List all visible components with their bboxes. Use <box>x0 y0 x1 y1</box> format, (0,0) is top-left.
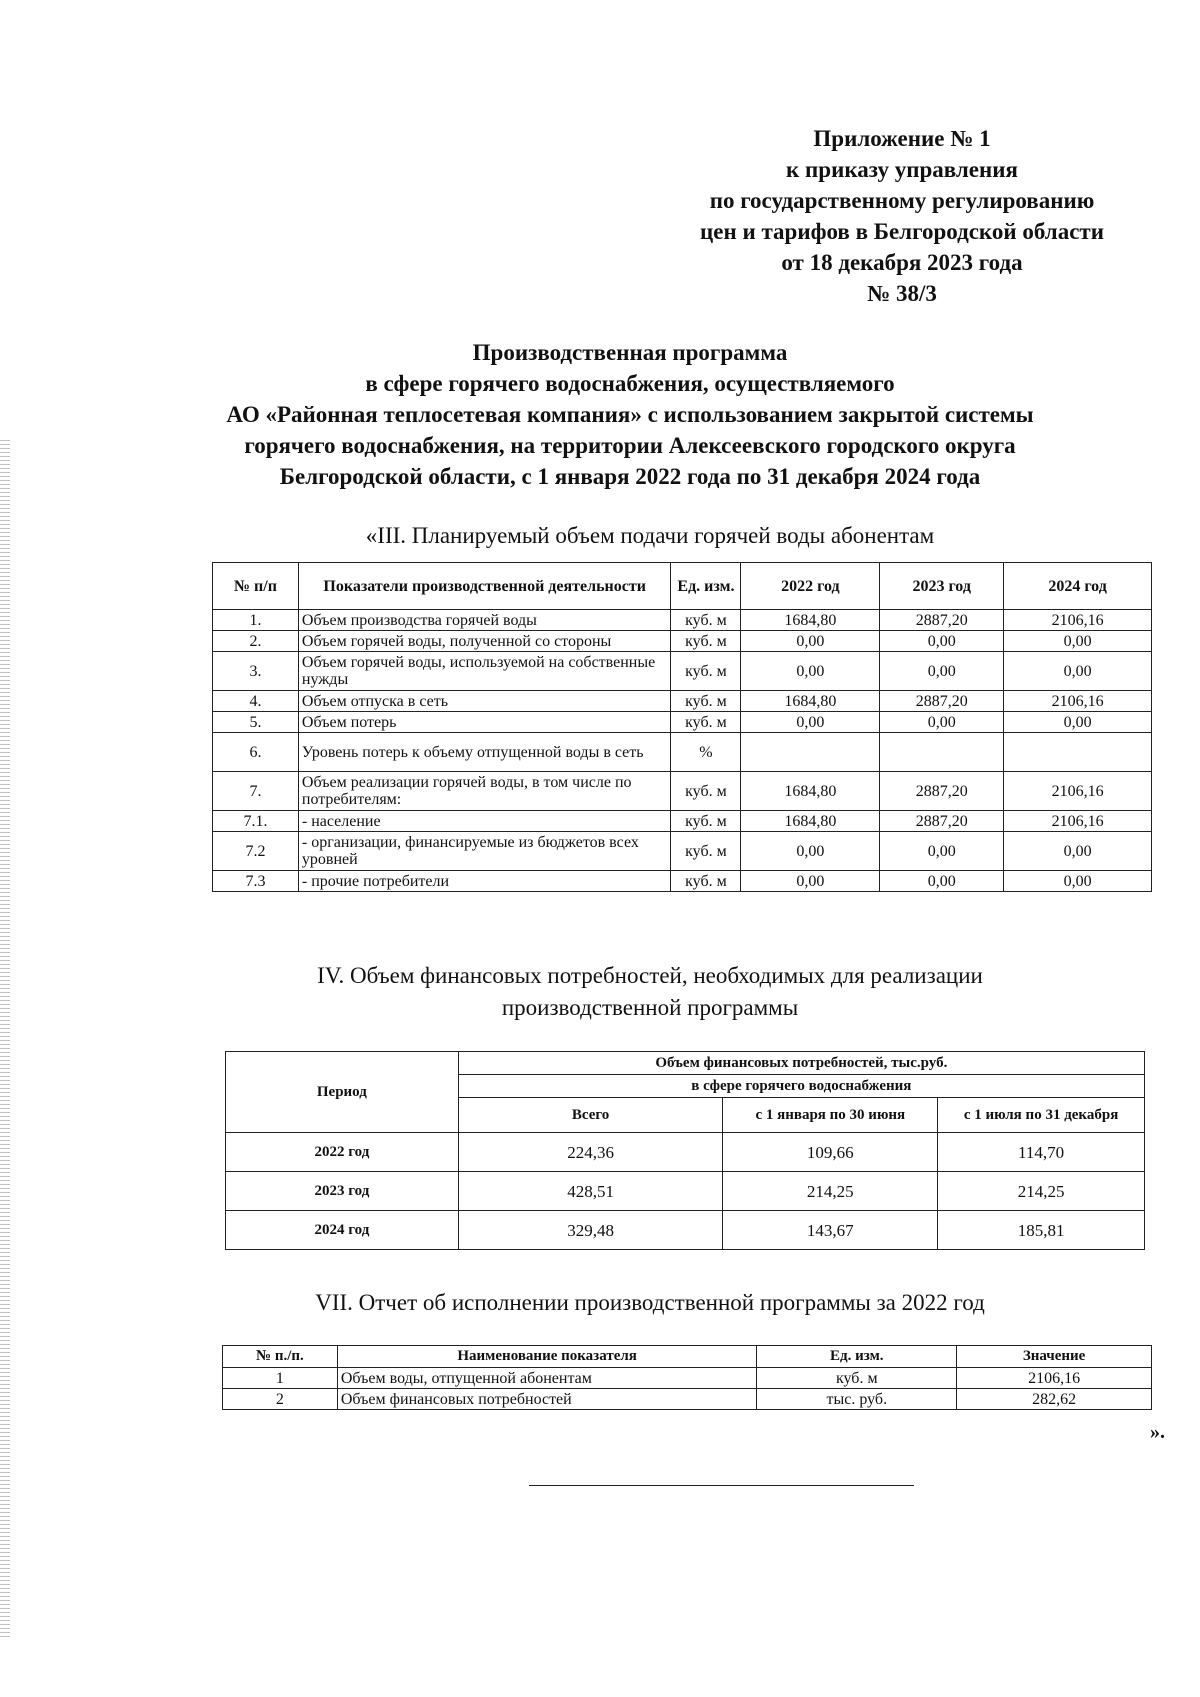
row-value-2022: 1684,80 <box>741 811 880 832</box>
row-second-half: 114,70 <box>938 1133 1145 1172</box>
row-value-2023: 0,00 <box>880 631 1004 652</box>
col-header-second-half: с 1 июля по 31 декабря <box>938 1098 1145 1133</box>
col-header-unit: Ед. изм. <box>757 1346 957 1368</box>
col-header-name: Наименование показателя <box>337 1346 757 1368</box>
table-row <box>213 832 1152 871</box>
col-header-period: Период <box>226 1052 459 1133</box>
row-value: 282,62 <box>957 1389 1152 1410</box>
col-header-value: Значение <box>957 1346 1152 1368</box>
row-value-2024 <box>1004 733 1152 772</box>
section4-title-line: IV. Объем финансовых потребностей, необходимых для реализации <box>317 963 983 988</box>
col-header-unit: Ед. изм. <box>671 563 741 610</box>
row-number: 1. <box>213 610 299 631</box>
col-header-total: Всего <box>458 1098 723 1133</box>
row-indicator: Объем горячей воды, полученной со стороны <box>298 631 671 652</box>
row-number: 2 <box>223 1389 338 1410</box>
section3-title: «III. Планируемый объем подачи горячей воды абонентам <box>365 523 935 548</box>
appendix-line: цен и тарифов в Белгородской области <box>700 219 1104 244</box>
row-number: 5. <box>213 712 299 733</box>
row-unit: куб. м <box>671 811 741 832</box>
table-row <box>213 712 1152 733</box>
row-indicator: - организации, финансируемые из бюджетов всех уровней <box>298 832 671 871</box>
row-unit: куб. м <box>671 832 741 871</box>
table-row <box>213 631 1152 652</box>
col-header-indicator: Показатели производственной деятельности <box>298 563 671 610</box>
program-title-line: Белгородской области, с 1 января 2022 года по 31 декабря 2024 года <box>279 464 981 489</box>
row-value-2022: 0,00 <box>741 871 880 892</box>
section7-title: VII. Отчет об исполнении производственной программы за 2022 год <box>315 1290 985 1315</box>
closing-quote-mark: ». <box>1150 1421 1165 1443</box>
table-row <box>226 1172 1145 1211</box>
row-value: 2106,16 <box>957 1368 1152 1389</box>
row-total: 428,51 <box>458 1172 723 1211</box>
row-indicator: Объем производства горячей воды <box>298 610 671 631</box>
row-value-2022: 1684,80 <box>741 772 880 811</box>
row-first-half: 143,67 <box>723 1211 938 1250</box>
col-header-num: № п./п. <box>223 1346 338 1368</box>
row-value-2023: 2887,20 <box>880 691 1004 712</box>
row-number: 7. <box>213 772 299 811</box>
row-number: 7.3 <box>213 871 299 892</box>
col-header-2023: 2023 год <box>880 563 1004 610</box>
row-value-2024: 0,00 <box>1004 652 1152 691</box>
row-value-2022: 0,00 <box>741 712 880 733</box>
row-name: Объем воды, отпущенной абонентам <box>337 1368 757 1389</box>
row-period: 2024 год <box>226 1211 459 1250</box>
table-row <box>226 1133 1145 1172</box>
table-row <box>226 1211 1145 1250</box>
row-value-2023: 0,00 <box>880 652 1004 691</box>
row-value-2022: 1684,80 <box>741 691 880 712</box>
col-header-2022: 2022 год <box>741 563 880 610</box>
row-value-2022: 0,00 <box>741 832 880 871</box>
row-value-2023: 2887,20 <box>880 811 1004 832</box>
row-total: 224,36 <box>458 1133 723 1172</box>
row-value-2023: 0,00 <box>880 871 1004 892</box>
program-title-line: АО «Районная теплосетевая компания» с использованием закрытой системы <box>226 402 1034 427</box>
execution-report-table <box>222 1345 1152 1410</box>
table-row <box>213 871 1152 892</box>
signature-line <box>529 1485 914 1486</box>
row-number: 1 <box>223 1368 338 1389</box>
row-value-2024: 0,00 <box>1004 631 1152 652</box>
row-period: 2023 год <box>226 1172 459 1211</box>
program-title <box>180 337 1080 492</box>
row-indicator: Объем потерь <box>298 712 671 733</box>
hot-water-supply-table <box>212 562 1152 892</box>
row-unit: куб. м <box>671 772 741 811</box>
table-row <box>213 733 1152 772</box>
row-value-2023: 0,00 <box>880 832 1004 871</box>
row-unit: % <box>671 733 741 772</box>
row-indicator: - прочие потребители <box>298 871 671 892</box>
row-unit: куб. м <box>671 712 741 733</box>
table-row <box>213 811 1152 832</box>
row-value-2023: 0,00 <box>880 712 1004 733</box>
row-name: Объем финансовых потребностей <box>337 1389 757 1410</box>
row-value-2024: 2106,16 <box>1004 772 1152 811</box>
program-title-line: Производственная программа <box>472 340 788 365</box>
table-header-row <box>223 1346 1152 1368</box>
row-value-2023: 2887,20 <box>880 772 1004 811</box>
section4-title-line: производственной программы <box>501 995 799 1020</box>
row-indicator: Объем отпуска в сеть <box>298 691 671 712</box>
row-number: 2. <box>213 631 299 652</box>
appendix-header <box>642 123 1162 309</box>
section4-title <box>200 960 1100 1024</box>
row-value-2023: 2887,20 <box>880 610 1004 631</box>
appendix-line: от 18 декабря 2023 года <box>781 250 1023 275</box>
row-second-half: 185,81 <box>938 1211 1145 1250</box>
row-total: 329,48 <box>458 1211 723 1250</box>
table-header-row <box>226 1052 1145 1075</box>
appendix-line: по государственному регулированию <box>709 188 1095 213</box>
col-header-2024: 2024 год <box>1004 563 1152 610</box>
row-number: 6. <box>213 733 299 772</box>
row-value-2022: 0,00 <box>741 652 880 691</box>
row-value-2024: 2106,16 <box>1004 691 1152 712</box>
row-indicator: - население <box>298 811 671 832</box>
financial-needs-table <box>225 1051 1145 1250</box>
col-header-first-half: с 1 января по 30 июня <box>723 1098 938 1133</box>
row-value-2022: 0,00 <box>741 631 880 652</box>
row-unit: куб. м <box>757 1368 957 1389</box>
table-row <box>213 691 1152 712</box>
table-row <box>213 772 1152 811</box>
row-second-half: 214,25 <box>938 1172 1145 1211</box>
row-unit: тыс. руб. <box>757 1389 957 1410</box>
row-number: 4. <box>213 691 299 712</box>
row-first-half: 109,66 <box>723 1133 938 1172</box>
appendix-line: Приложение № 1 <box>813 126 991 151</box>
scan-edge-artifact <box>0 440 10 1640</box>
row-indicator: Уровень потерь к объему отпущенной воды в сеть <box>298 733 671 772</box>
table-row <box>213 610 1152 631</box>
row-number: 3. <box>213 652 299 691</box>
table-row <box>223 1368 1152 1389</box>
row-number: 7.2 <box>213 832 299 871</box>
row-first-half: 214,25 <box>723 1172 938 1211</box>
row-period: 2022 год <box>226 1133 459 1172</box>
col-header-num: № п/п <box>213 563 299 610</box>
row-value-2024: 0,00 <box>1004 832 1152 871</box>
table-row <box>223 1389 1152 1410</box>
row-unit: куб. м <box>671 652 741 691</box>
row-value-2024: 2106,16 <box>1004 610 1152 631</box>
row-value-2022 <box>741 733 880 772</box>
col-header-subgroup: в сфере горячего водоснабжения <box>458 1075 1144 1098</box>
row-value-2024: 0,00 <box>1004 712 1152 733</box>
appendix-line: к приказу управления <box>786 157 1018 182</box>
row-unit: куб. м <box>671 871 741 892</box>
row-unit: куб. м <box>671 610 741 631</box>
row-value-2023 <box>880 733 1004 772</box>
row-unit: куб. м <box>671 691 741 712</box>
row-value-2024: 0,00 <box>1004 871 1152 892</box>
row-indicator: Объем реализации горячей воды, в том числе по потребителям: <box>298 772 671 811</box>
program-title-line: горячего водоснабжения, на территории Алексеевского городского округа <box>244 433 1016 458</box>
appendix-line: № 38/3 <box>867 281 937 306</box>
row-value-2022: 1684,80 <box>741 610 880 631</box>
row-value-2024: 2106,16 <box>1004 811 1152 832</box>
col-header-group: Объем финансовых потребностей, тыс.руб. <box>458 1052 1144 1075</box>
row-number: 7.1. <box>213 811 299 832</box>
table-header-row <box>213 563 1152 610</box>
row-unit: куб. м <box>671 631 741 652</box>
row-indicator: Объем горячей воды, используемой на собственные нужды <box>298 652 671 691</box>
table-row <box>213 652 1152 691</box>
program-title-line: в сфере горячего водоснабжения, осуществляемого <box>365 371 895 396</box>
